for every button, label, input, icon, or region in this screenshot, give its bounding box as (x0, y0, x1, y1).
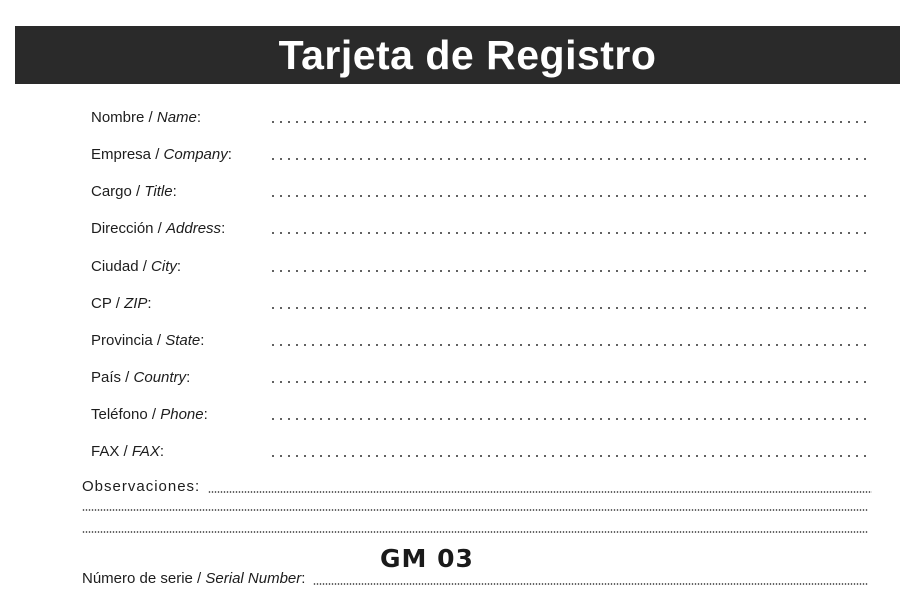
field-company[interactable] (91, 140, 871, 164)
observations-line-3[interactable] (82, 531, 868, 533)
field-fill-line[interactable] (269, 269, 871, 273)
observations-line-2[interactable] (82, 509, 868, 511)
field-label: Provincia / State: (91, 332, 205, 349)
field-label: Cargo / Title: (91, 183, 177, 200)
field-fill-line[interactable] (269, 454, 871, 458)
field-label: CP / ZIP: (91, 295, 152, 312)
serial-number-field[interactable] (82, 566, 868, 588)
field-fill-line[interactable] (269, 120, 871, 124)
field-fill-line[interactable] (269, 306, 871, 310)
field-city[interactable] (91, 252, 871, 276)
field-phone[interactable] (91, 400, 871, 424)
card-title: Tarjeta de Registro (278, 31, 657, 78)
serial-number-label: Número de serie / Serial Number: (82, 570, 306, 587)
field-label: País / Country: (91, 369, 191, 386)
observations-field[interactable] (82, 476, 872, 496)
field-country[interactable] (91, 363, 871, 387)
field-fill-line[interactable] (269, 380, 871, 384)
field-label: Nombre / Name: (91, 109, 202, 126)
field-name[interactable] (91, 103, 871, 127)
observations-line-1[interactable] (208, 491, 872, 493)
field-label: FAX / FAX: (91, 443, 165, 460)
field-fill-line[interactable] (269, 343, 871, 347)
field-label: Empresa / Company: (91, 146, 232, 163)
field-fax[interactable] (91, 437, 871, 461)
field-state[interactable] (91, 326, 871, 350)
field-label: Dirección / Address: (91, 220, 226, 237)
field-fill-line[interactable] (269, 417, 871, 421)
observations-label: Observaciones: (82, 478, 201, 495)
serial-number-value: GM 03 (380, 544, 474, 573)
field-title[interactable] (91, 177, 871, 201)
field-label: Ciudad / City: (91, 258, 182, 275)
serial-number-line[interactable] (313, 583, 868, 585)
field-zip[interactable] (91, 289, 871, 313)
field-fill-line[interactable] (269, 194, 871, 198)
field-fill-line[interactable] (269, 231, 871, 235)
header-band (15, 26, 900, 84)
field-address[interactable] (91, 214, 871, 238)
field-fill-line[interactable] (269, 157, 871, 161)
field-label: Teléfono / Phone: (91, 406, 208, 423)
